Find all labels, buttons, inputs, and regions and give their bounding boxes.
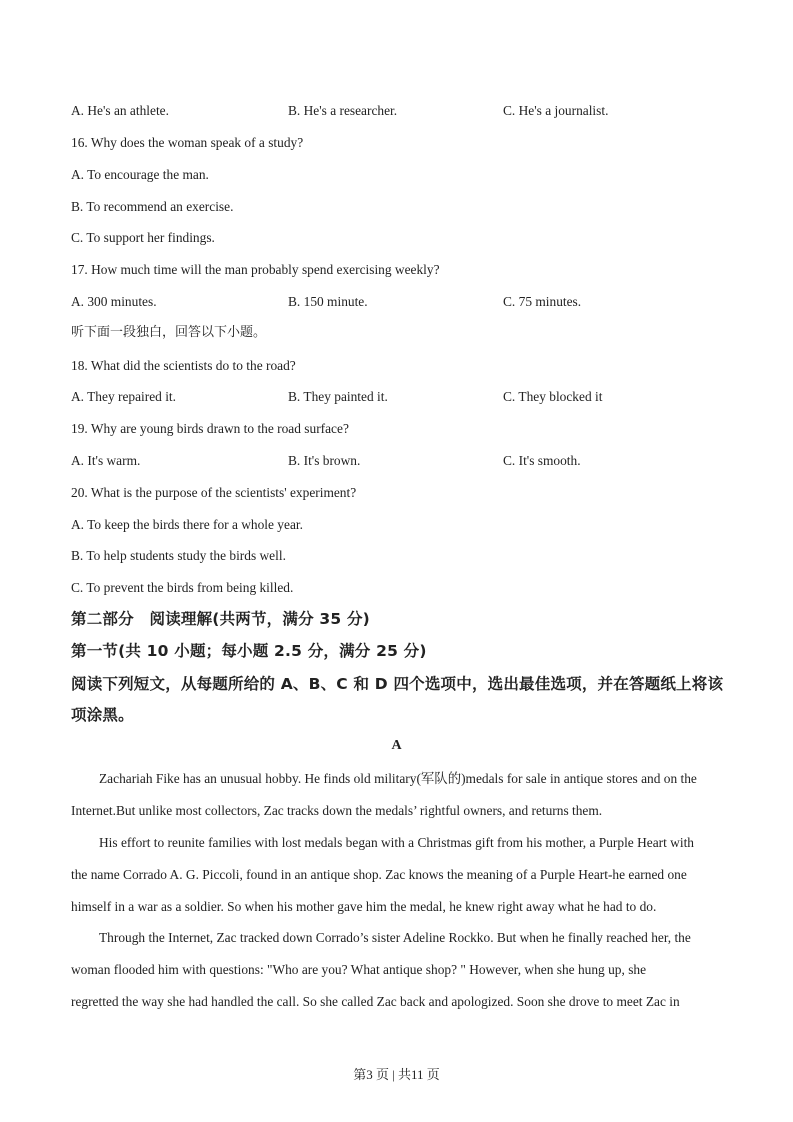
- q15-option-c: C. He's a journalist.: [503, 103, 609, 118]
- q15-option-b: B. He's a researcher.: [288, 103, 398, 118]
- passage-p1-line1: Zachariah Fike has an unusual hobby. He finds old military(军队的)medals for sale in antique stores and on the: [99, 771, 697, 786]
- section-instruction-line2: 项涂黑。: [71, 706, 134, 724]
- q17-option-b: B. 150 minute.: [288, 294, 368, 309]
- passage-p3-line1: Through the Internet, Zac tracked down Corrado’s sister Adeline Rockko. But when he finally reached her, the: [99, 930, 691, 945]
- passage-p3-line2: woman flooded him with questions: "Who are you? What antique shop? " However, when she hung up, she: [71, 962, 647, 977]
- q17-question: 17. How much time will the man probably spend exercising weekly?: [71, 262, 440, 277]
- q17-option-a: A. 300 minutes.: [71, 294, 157, 309]
- q19-option-c: C. It's smooth.: [503, 453, 581, 468]
- q17-option-c: C. 75 minutes.: [503, 294, 582, 309]
- q20-question: 20. What is the purpose of the scientists' experiment?: [71, 485, 357, 500]
- q16-option-a: A. To encourage the man.: [71, 167, 209, 182]
- q16-option-b: B. To recommend an exercise.: [71, 199, 234, 214]
- page-footer: 第3 页 | 共11 页: [353, 1067, 440, 1082]
- section-subtitle: 第一节(共 10 小题；每小题 2.5 分，满分 25 分): [71, 642, 427, 660]
- part-title: 第二部分 阅读理解(共两节，满分 35 分): [71, 610, 370, 628]
- passage-label: A: [391, 738, 402, 753]
- passage-p3-line3: regretted the way she had handled the call. So she called Zac back and apologized. Soon she drove to meet Zac in: [71, 994, 680, 1009]
- passage-p2-line2: the name Corrado A. G. Piccoli, found in an antique shop. Zac knows the meaning of a Purple Heart-he earned one: [71, 867, 687, 882]
- q20-option-b: B. To help students study the birds well.: [71, 548, 286, 563]
- passage-p1-line2: Internet.But unlike most collectors, Zac tracks down the medals’ rightful owners, and returns them.: [71, 803, 603, 818]
- q19-question: 19. Why are young birds drawn to the road surface?: [71, 421, 349, 436]
- q20-option-c: C. To prevent the birds from being killed.: [71, 580, 294, 595]
- q18-question: 18. What did the scientists do to the road?: [71, 358, 296, 373]
- q18-option-a: A. They repaired it.: [71, 389, 176, 404]
- q18-option-c: C. They blocked it: [503, 389, 603, 404]
- q20-option-a: A. To keep the birds there for a whole year.: [71, 517, 303, 532]
- section-instruction-line1: 阅读下列短文，从每题所给的 A、B、C 和 D 四个选项中，选出最佳选项，并在答题纸上将该: [71, 675, 724, 693]
- passage-p2-line1: His effort to reunite families with lost medals began with a Christmas gift from his mother, a Purple Heart with: [99, 835, 694, 850]
- q16-option-c: C. To support her findings.: [71, 230, 215, 245]
- q15-option-a: A. He's an athlete.: [71, 103, 169, 118]
- q19-option-a: A. It's warm.: [71, 453, 141, 468]
- q19-option-b: B. It's brown.: [288, 453, 361, 468]
- monologue-instruction: 听下面一段独白，回答以下小题。: [71, 325, 267, 340]
- passage-p2-line3: himself in a war as a soldier. So when his mother gave him the medal, he knew right away what he had to do.: [71, 899, 657, 914]
- q16-question: 16. Why does the woman speak of a study?: [71, 135, 304, 150]
- q18-option-b: B. They painted it.: [288, 389, 388, 404]
